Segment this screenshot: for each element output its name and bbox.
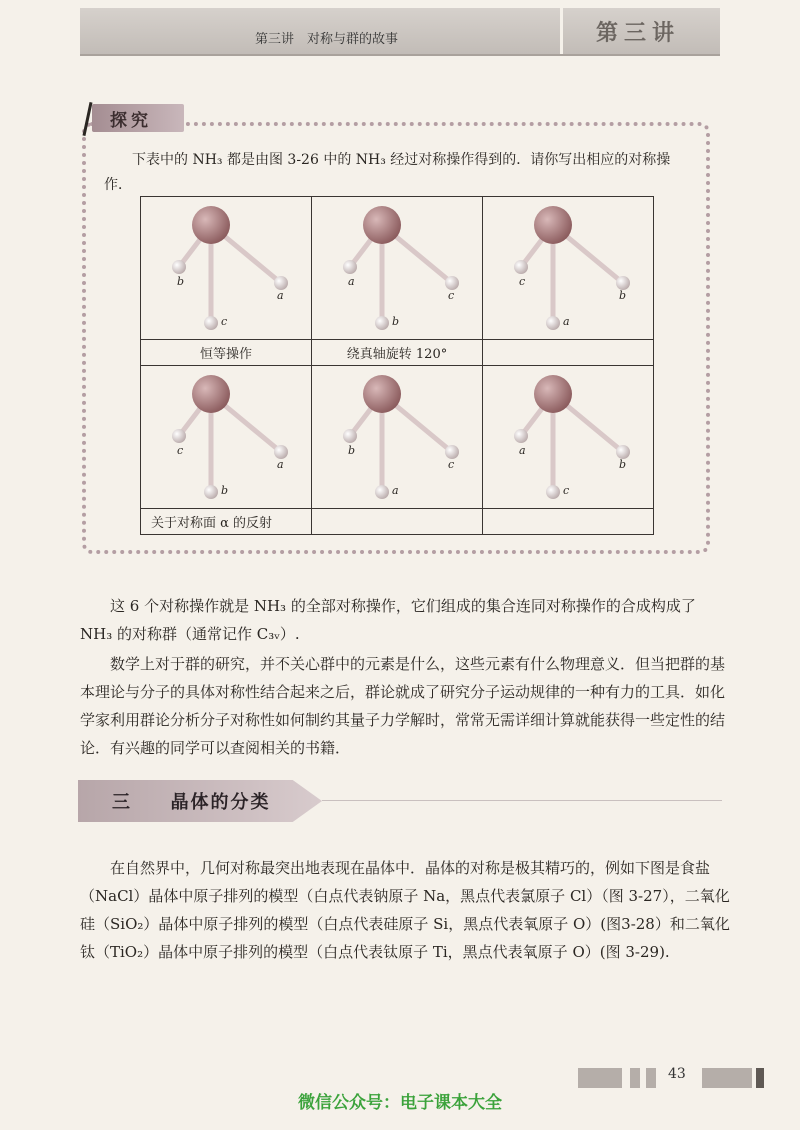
section-rule xyxy=(322,800,722,801)
hydrogen-atom xyxy=(375,485,389,499)
operation-answer-cell xyxy=(483,509,654,535)
paragraph-symmetry-group: 这 6 个对称操作就是 NH₃ 的全部对称操作，它们组成的集合连同对称操作的合成构成了 NH₃ 的对称群（通常记作 C₃ᵥ）. xyxy=(80,597,696,643)
molecule-cell xyxy=(312,366,483,509)
hydrogen-atom xyxy=(546,316,560,330)
chapter-label: 第三讲 xyxy=(596,21,681,46)
nh3-molecule-figure xyxy=(483,366,654,508)
page-number: 43 xyxy=(668,1066,686,1082)
section-heading xyxy=(112,788,271,814)
atom-label: a xyxy=(277,289,284,302)
hydrogen-atom xyxy=(343,429,357,443)
operation-answer-cell xyxy=(312,509,483,535)
atom-label: c xyxy=(221,315,228,328)
molecule-cell xyxy=(141,366,312,509)
hydrogen-atom xyxy=(375,316,389,330)
hydrogen-atom xyxy=(274,276,288,290)
atom-label: c xyxy=(519,275,526,288)
atom-label: c xyxy=(448,458,455,471)
molecule-cell xyxy=(483,366,654,509)
atom-label: b xyxy=(221,484,229,497)
watermark-text: 微信公众号：电子课本大全 xyxy=(298,1093,502,1113)
nitrogen-atom xyxy=(363,206,401,244)
hydrogen-atom xyxy=(546,485,560,499)
nh3-molecule-figure xyxy=(312,366,483,508)
operation-answer-cell xyxy=(483,340,654,366)
atom-label: b xyxy=(392,315,400,328)
nitrogen-atom xyxy=(192,206,230,244)
atom-label: c xyxy=(177,444,184,457)
molecule-cell xyxy=(312,197,483,340)
hydrogen-atom xyxy=(616,445,630,459)
atom-label: b xyxy=(348,444,356,457)
section-title: 晶体的分类 xyxy=(170,792,271,813)
nh3-molecule-figure xyxy=(141,366,312,508)
atom-label: c xyxy=(563,484,570,497)
chapter-title: 第三讲 对称与群的故事 xyxy=(255,32,399,47)
operation-label-cell: 绕真轴旋转 120° xyxy=(312,340,483,366)
nh3-molecule-figure xyxy=(141,197,312,339)
hydrogen-atom xyxy=(343,260,357,274)
hydrogen-atom xyxy=(274,445,288,459)
atom-label: a xyxy=(519,444,526,457)
explore-tab-label: 探究 xyxy=(110,111,152,131)
nh3-molecule-figure xyxy=(483,197,654,339)
footer-decoration xyxy=(646,1068,656,1088)
atom-label: a xyxy=(392,484,399,497)
hydrogen-atom xyxy=(514,260,528,274)
footer-decoration xyxy=(630,1068,640,1088)
atom-label: b xyxy=(177,275,185,288)
nitrogen-atom xyxy=(534,375,572,413)
nh3-molecule-figure xyxy=(312,197,483,339)
header-divider xyxy=(560,8,563,54)
nitrogen-atom xyxy=(534,206,572,244)
molecule-cell xyxy=(141,197,312,340)
hydrogen-atom xyxy=(445,276,459,290)
section-number: 三 xyxy=(112,792,132,813)
atom-label: b xyxy=(619,458,627,471)
symmetry-operation-table xyxy=(140,196,654,535)
paragraph-crystal-symmetry: 在自然界中，几何对称最突出地表现在晶体中．晶体的对称是极其精巧的，例如下图是食盐（NaCl）晶体中原子排列的模型（白点代表钠原子 Na，黑点代表氯原子 Cl）（图 3-27），二氧化硅（SiO₂）晶体中原子排列的模型（白点代表硅原子 Si，黑点代表氧原子 O）(图3-28）和二氧化钛（TiO₂）晶体中原子排列的模型（白点代表钛原子 Ti，黑点代表氧原子 O）(图 3-29). xyxy=(80,859,730,961)
nitrogen-atom xyxy=(192,375,230,413)
atom-label: a xyxy=(277,458,284,471)
atom-label: a xyxy=(563,315,570,328)
operation-label-cell: 关于对称面 α 的反射 xyxy=(141,509,312,535)
explore-instruction: 下表中的 NH₃ 都是由图 3-26 中的 NH₃ 经过对称操作得到的．请你写出相应的对称操作． xyxy=(104,152,671,193)
footer-decoration xyxy=(702,1068,752,1088)
paragraph-group-theory: 数学上对于群的研究，并不关心群中的元素是什么，这些元素有什么物理意义．但当把群的基本理论与分子的具体对称性结合起来之后，群论就成了研究分子运动规律的一种有力的工具．如化学家利用群论分析分子对称性如何制约其量子力学解时，常常无需详细计算就能获得一些定性的结论．有兴趣的同学可以查阅相关的书籍． xyxy=(80,655,726,757)
hydrogen-atom xyxy=(204,485,218,499)
nitrogen-atom xyxy=(363,375,401,413)
atom-label: a xyxy=(348,275,355,288)
molecule-cell xyxy=(483,197,654,340)
hydrogen-atom xyxy=(172,429,186,443)
footer-decoration xyxy=(756,1068,764,1088)
operation-label-cell: 恒等操作 xyxy=(141,340,312,366)
hydrogen-atom xyxy=(204,316,218,330)
atom-label: b xyxy=(619,289,627,302)
hydrogen-atom xyxy=(172,260,186,274)
hydrogen-atom xyxy=(514,429,528,443)
hydrogen-atom xyxy=(616,276,630,290)
atom-label: c xyxy=(448,289,455,302)
hydrogen-atom xyxy=(445,445,459,459)
footer-decoration xyxy=(578,1068,622,1088)
